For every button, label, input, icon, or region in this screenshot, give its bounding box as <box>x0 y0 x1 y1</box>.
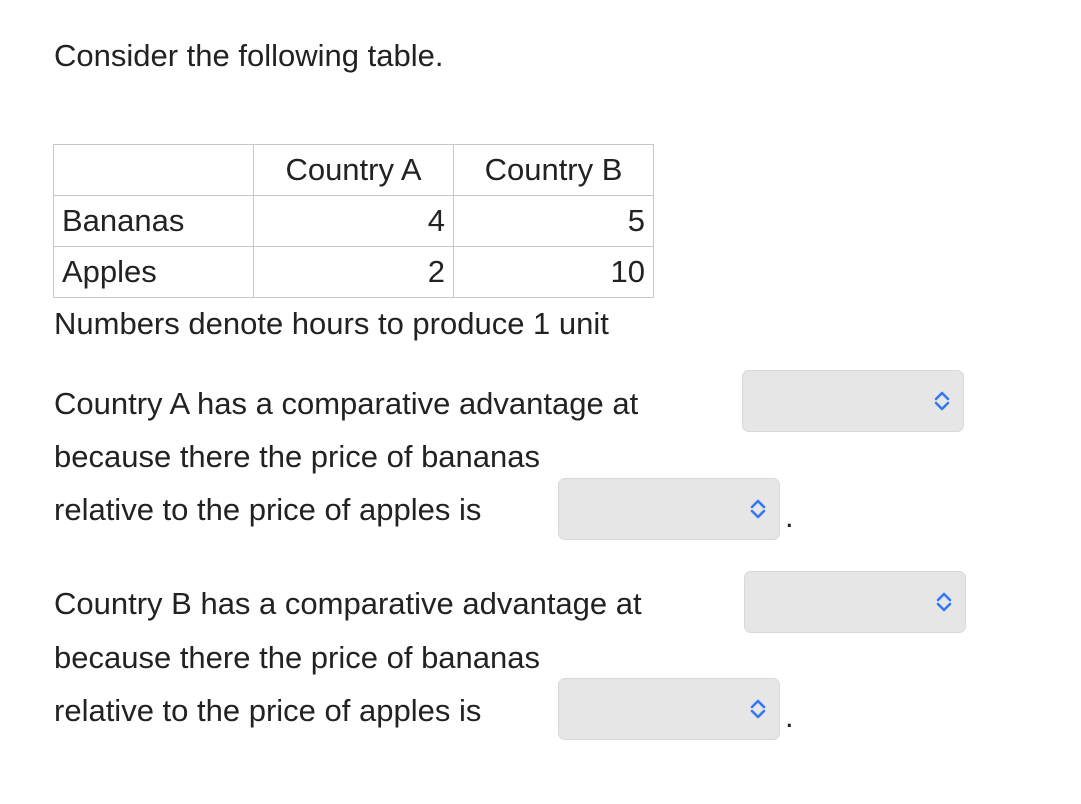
table-note: Numbers denote hours to produce 1 unit <box>54 306 609 341</box>
row-label-apples: Apples <box>54 247 254 298</box>
intro-text: Consider the following table. <box>54 38 444 73</box>
data-table <box>53 144 654 298</box>
table-corner-cell <box>54 145 254 196</box>
cell-apples-country-b: 10 <box>454 247 654 298</box>
row-label-bananas: Bananas <box>54 196 254 247</box>
question-2-price-select[interactable] <box>558 678 780 740</box>
question-2-line-3: relative to the price of apples is <box>54 693 482 728</box>
header-country-b: Country B <box>454 145 654 196</box>
cell-bananas-country-b: 5 <box>454 196 654 247</box>
chevron-up-down-icon <box>933 389 951 413</box>
question-2-period: . <box>785 699 794 734</box>
question-2-line-2: because there the price of bananas <box>54 640 541 675</box>
cell-bananas-country-a: 4 <box>254 196 454 247</box>
question-1-line-3: relative to the price of apples is <box>54 492 482 527</box>
chevron-up-down-icon <box>749 697 767 721</box>
question-2-line-1: Country B has a comparative advantage at <box>54 586 642 621</box>
question-1-advantage-select[interactable] <box>742 370 964 432</box>
chevron-up-down-icon <box>749 497 767 521</box>
table-header-row <box>54 145 654 196</box>
table-row <box>54 247 654 298</box>
question-1-line-2: because there the price of bananas <box>54 439 541 474</box>
chevron-up-down-icon <box>935 590 953 614</box>
header-country-a: Country A <box>254 145 454 196</box>
question-1-line-1: Country A has a comparative advantage at <box>54 386 639 421</box>
cell-apples-country-a: 2 <box>254 247 454 298</box>
question-1-period: . <box>785 499 794 534</box>
table-row <box>54 196 654 247</box>
question-2-advantage-select[interactable] <box>744 571 966 633</box>
question-1-price-select[interactable] <box>558 478 780 540</box>
